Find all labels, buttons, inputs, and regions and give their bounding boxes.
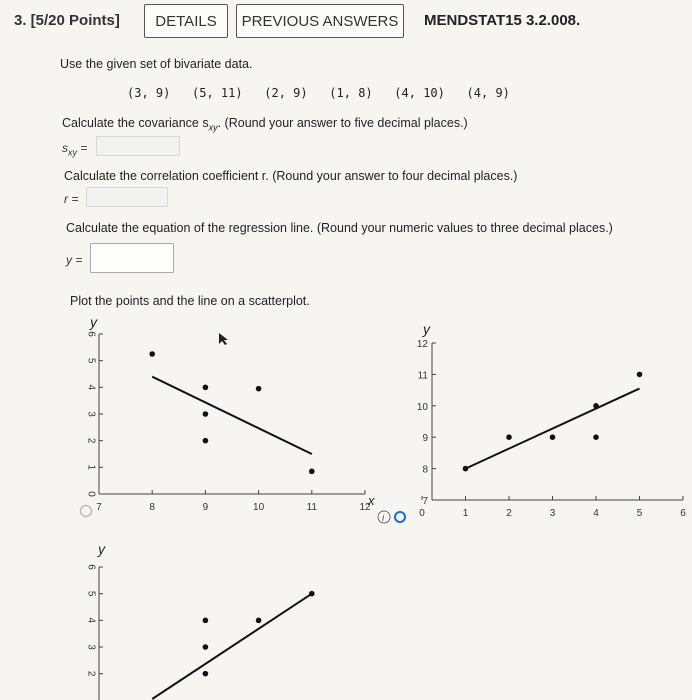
y-tick-label: 6	[85, 564, 97, 570]
regression-line	[152, 377, 312, 454]
data-points: (3, 9) (5, 11) (2, 9) (1, 8) (4, 10) (4, 9)	[127, 86, 510, 100]
x-tick-label: 12	[359, 502, 371, 513]
data-point	[256, 618, 262, 624]
correlation-input[interactable]	[86, 187, 168, 207]
y-tick-label: 4	[85, 617, 97, 624]
y-tick-label: 7	[422, 496, 428, 507]
intro-text: Use the given set of bivariate data.	[60, 57, 253, 71]
question-number: 3. [5/20 Points]	[14, 12, 120, 29]
y-axis-label: y	[423, 321, 430, 337]
data-point	[309, 469, 315, 475]
data-point	[463, 466, 469, 472]
data-point	[203, 671, 209, 677]
regression-label: y =	[66, 253, 83, 267]
y-tick-label: 6	[85, 331, 97, 337]
data-point	[593, 403, 599, 409]
x-tick-label: 10	[253, 502, 265, 513]
x-tick-label: 0	[419, 508, 425, 519]
regression-line	[466, 389, 640, 469]
regression-input[interactable]	[90, 243, 174, 273]
correlation-prompt: Calculate the correlation coefficient r. (Round your answer to four decimal places.)	[64, 169, 518, 183]
regression-line	[152, 594, 312, 699]
correlation-label: r =	[64, 192, 79, 206]
previous-answers-button[interactable]: PREVIOUS ANSWERS	[236, 4, 404, 38]
radio-option-1[interactable]	[78, 503, 94, 519]
y-tick-label: 8	[422, 464, 428, 476]
data-point	[203, 618, 209, 624]
covariance-input[interactable]	[96, 136, 180, 156]
svg-text:i: i	[382, 513, 385, 524]
question-header	[0, 0, 692, 44]
details-button[interactable]: DETAILS	[144, 4, 228, 38]
x-tick-label: 6	[680, 508, 686, 519]
x-tick-label: 3	[549, 508, 556, 519]
x-tick-label: 1	[462, 508, 469, 519]
x-tick-label: 8	[149, 502, 155, 513]
x-tick-label: 11	[306, 502, 317, 513]
data-point	[637, 372, 643, 378]
regression-prompt: Calculate the equation of the regression line. (Round your numeric values to three decimal places.)	[66, 221, 613, 235]
y-tick-label: 2	[85, 437, 97, 444]
x-tick-label: 4	[593, 508, 599, 519]
y-tick-label: 2	[85, 670, 97, 677]
plot-prompt: Plot the points and the line on a scatterplot.	[70, 294, 310, 308]
y-tick-label: 3	[85, 644, 97, 650]
problem-code: MENDSTAT15 3.2.008.	[424, 12, 581, 29]
data-point	[149, 351, 155, 357]
scatterplot-option-2	[395, 318, 692, 530]
covariance-prompt: Calculate the covariance $s_{xy}$. (Round your answer to five decimal places.)	[62, 116, 468, 133]
data-point	[506, 434, 512, 440]
data-point	[256, 386, 262, 392]
data-point	[203, 644, 209, 650]
x-tick-label: 2	[506, 508, 512, 519]
info-icon[interactable]	[376, 509, 392, 525]
x-tick-label: 5	[636, 508, 643, 519]
y-tick-label: 4	[85, 384, 97, 391]
y-tick-label: 12	[416, 339, 428, 350]
scatterplot-option-1	[60, 315, 390, 530]
data-point	[593, 434, 599, 440]
data-point	[309, 591, 315, 597]
y-axis-label: y	[98, 541, 105, 557]
scatterplot-option-3	[60, 540, 390, 700]
x-tick-label: 7	[96, 502, 102, 513]
data-point	[550, 434, 556, 440]
covariance-label: $s_{xy}$ =	[62, 141, 88, 158]
y-tick-label: 10	[416, 401, 428, 413]
data-point	[203, 438, 209, 444]
y-tick-label: 5	[85, 357, 97, 364]
x-tick-label: 9	[202, 502, 209, 513]
x-axis-label: x	[368, 493, 375, 508]
y-tick-label: 1	[85, 464, 97, 471]
y-tick-label: 11	[417, 370, 428, 382]
y-tick-label: 3	[85, 411, 97, 417]
data-point	[203, 385, 209, 391]
y-tick-label: 5	[85, 590, 97, 597]
y-axis-label: y	[90, 315, 97, 330]
y-tick-label: 9	[422, 433, 428, 445]
data-point	[203, 411, 209, 417]
y-tick-label: 0	[85, 491, 97, 497]
